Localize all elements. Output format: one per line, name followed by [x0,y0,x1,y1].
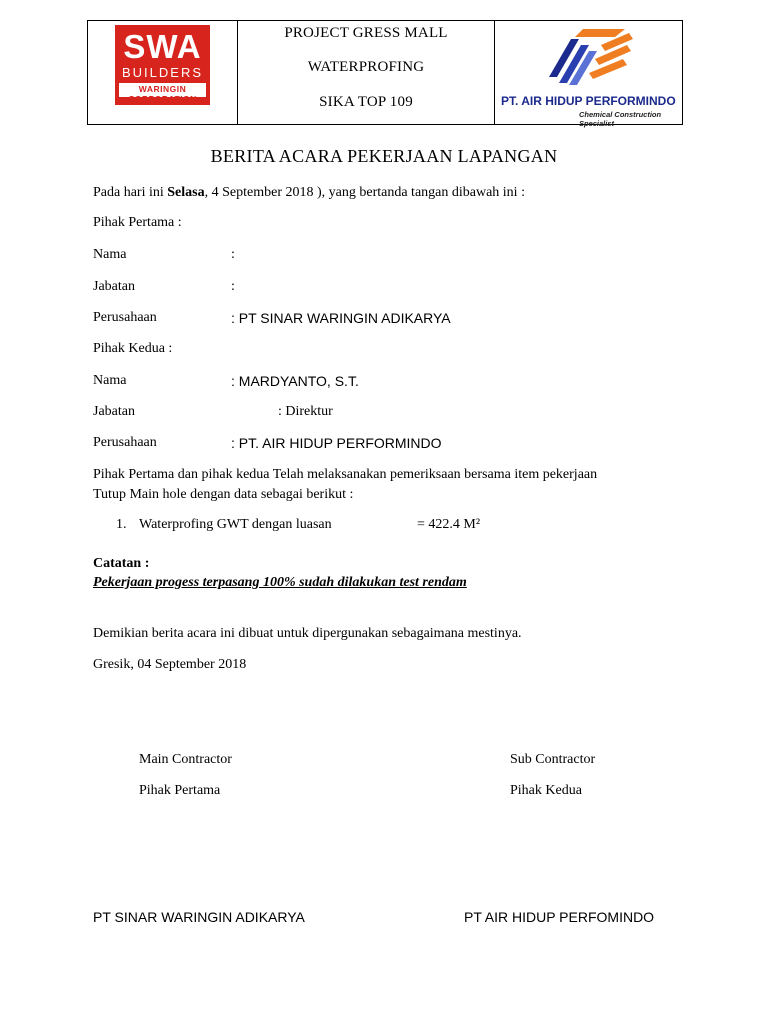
swa-logo-tagline: WARINGIN CORPORATION [128,84,197,104]
pertama-nama-value: : [231,247,235,262]
signature-right-company: PT AIR HIDUP PERFOMINDO [464,909,655,925]
project-work-type: WATERPROFING [307,59,425,75]
air-hidup-logo-icon [545,25,635,91]
pertama-perusahaan-label: Perusahaan [93,310,157,325]
place-date: Gresik, 04 September 2018 [93,657,247,672]
signature-left-company: PT SINAR WARINGIN ADIKARYA [93,909,305,925]
pihak-kedua-heading: Pihak Kedua : [93,341,173,356]
swa-builders-logo [115,25,210,105]
signature-right-party: Pihak Kedua [510,783,582,798]
header-logo-right-cell [494,21,682,128]
kedua-perusahaan-label: Perusahaan [93,435,157,450]
header-logo-left-cell [88,21,238,124]
signature-left-party: Pihak Pertama [139,783,221,798]
air-hidup-logo-name: PT. AIR HIDUP PERFORMINDO [501,94,676,108]
catatan-text: Pekerjaan progess terpasang 100% sudah dilakukan test rendam [93,575,467,590]
intro-line [93,185,525,201]
signature-left-role: Main Contractor [139,752,232,767]
signature-right-role: Sub Contractor [510,752,596,767]
document-title: BERITA ACARA PEKERJAAN LAPANGAN [210,146,558,166]
project-product: SIKA TOP 109 [319,94,413,110]
project-name: PROJECT GRESS MALL [284,25,448,41]
closing-statement: Demikian berita acara ini dibuat untuk dipergunakan sebagaimana mestinya. [93,626,522,641]
kedua-jabatan-label: Jabatan [93,404,135,419]
intro-day: Selasa [167,185,205,200]
intro-suffix: , 4 September 2018 ), yang bertanda tangan dibawah ini : [204,185,525,200]
pertama-perusahaan-value: : PT SINAR WARINGIN ADIKARYA [231,310,451,326]
pertama-nama-label: Nama [93,247,127,262]
pertama-jabatan-value: : [231,279,235,294]
body-line-2: Tutup Main hole dengan data sebagai berikut : [93,487,354,502]
intro-prefix: Pada hari ini [93,185,168,200]
item-description: Waterprofing GWT dengan luasan [139,517,332,532]
item-value: = 422.4 M² [417,517,481,532]
swa-logo-subtitle: BUILDERS [121,65,204,80]
catatan-label: Catatan : [93,556,150,571]
kedua-perusahaan-value: : PT. AIR HIDUP PERFORMINDO [231,435,442,451]
air-hidup-logo-tagline: Chemical Construction Specialist [579,110,662,128]
kedua-jabatan-value: : Direktur [278,404,333,419]
kedua-nama-value: : MARDYANTO, S.T. [231,373,359,389]
swa-logo-text: SWA [123,28,202,65]
pihak-pertama-heading: Pihak Pertama : [93,215,182,230]
body-line-1: Pihak Pertama dan pihak kedua Telah melaksanakan pemeriksaan bersama item pekerjaan [93,467,598,482]
pertama-jabatan-label: Jabatan [93,279,135,294]
header-table [87,20,683,128]
item-number: 1. [116,517,127,532]
header-project-cell [238,21,494,124]
swa-logo-tagline-bar [119,83,206,104]
kedua-nama-label: Nama [93,373,127,388]
